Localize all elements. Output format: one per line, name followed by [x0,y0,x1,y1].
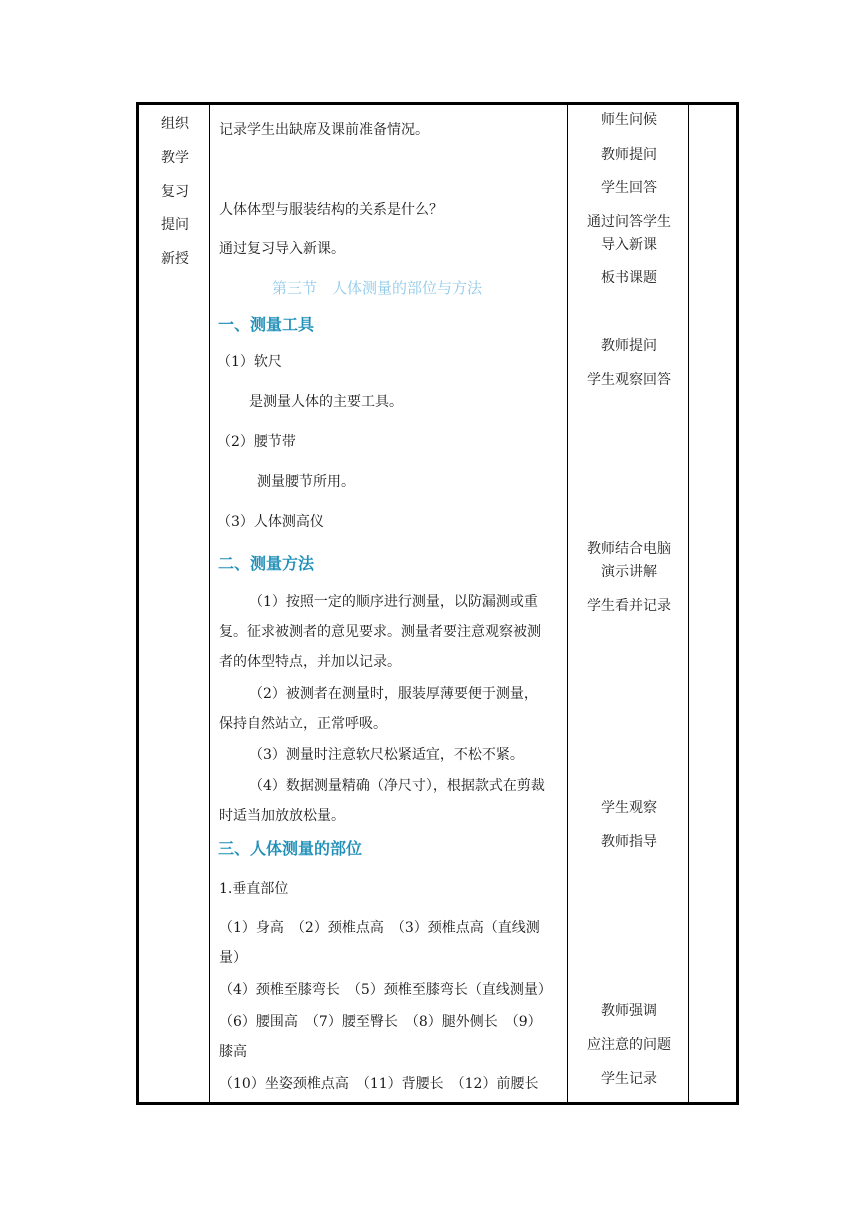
vertical-parts: （6）腰围高 （7）腰至臀长 （8）腿外侧长 （9） [219,1014,542,1030]
activity-note: 应注意的问题 [587,1037,671,1053]
intro-text: 通过复习导入新课。 [219,241,345,257]
vertical-parts: （1）身高 （2）颈椎点高 （3）颈椎点高（直线测 [219,920,540,936]
record-text: 记录学生出缺席及课前准备情况。 [219,122,429,138]
tool-item: （3）人体测高仪 [217,514,324,530]
lesson-plan-table [136,102,739,1105]
method-text: （3）测量时注意软尺松紧适宜，不松不紧。 [249,747,524,763]
heading-methods: 二、测量方法 [218,554,315,573]
activity-note: 教师提问 [601,147,657,163]
method-text: 复。征求被测者的意见要求。测量者要注意观察被测 [219,624,541,640]
activity-note: 学生看并记录 [587,598,671,614]
activity-note: 学生观察回答 [587,372,671,388]
method-text: （4）数据测量精确（净尺寸），根据款式在剪裁 [249,778,545,794]
activity-note: 师生问候 [601,112,657,128]
heading-measurement-parts: 三、人体测量的部位 [218,839,363,858]
method-text: 保持自然站立，正常呼吸。 [219,716,387,732]
activity-note: 教师强调 [601,1003,657,1019]
stage-label: 新授 [161,251,189,267]
method-text: （1）按照一定的顺序进行测量，以防漏测或重 [249,594,538,610]
column-divider-2 [567,105,568,1102]
activity-note: 板书课题 [601,270,657,286]
tool-item: （2）腰节带 [217,434,296,450]
tool-description: 测量腰节所用。 [257,474,355,490]
activity-note: 教师提问 [601,338,657,354]
review-question: 人体体型与服装结构的关系是什么？ [219,202,443,218]
activity-note: 学生观察 [601,800,657,816]
vertical-title: 1.垂直部位 [219,881,289,897]
activity-note: 教师指导 [601,834,657,850]
stage-label: 组织 [161,116,189,132]
heading-tools: 一、测量工具 [218,315,315,334]
method-text: 者的体型特点，并加以记录。 [219,654,401,670]
vertical-parts: （4）颈椎至膝弯长 （5）颈椎至膝弯长（直线测量） [219,982,552,998]
activity-note: 教师结合电脑 演示讲解 [587,541,671,580]
tool-description: 是测量人体的主要工具。 [249,394,403,410]
vertical-parts: （10）坐姿颈椎点高 （11）背腰长 （12）前腰长 [219,1076,539,1092]
tool-item: （1）软尺 [217,354,282,370]
stage-label: 复习 [161,184,189,200]
method-text: 时适当加放放松量。 [219,808,345,824]
activity-note: 通过问答学生 导入新课 [587,214,671,253]
activity-note: 学生回答 [601,180,657,196]
stage-label: 提问 [161,217,189,233]
method-text: （2）被测者在测量时，服装厚薄要便于测量， [249,686,538,702]
section-title: 第三节 人体测量的部位与方法 [272,279,483,297]
stage-label: 教学 [161,150,189,166]
activity-note: 学生记录 [601,1071,657,1087]
vertical-parts: 量） [219,950,247,966]
vertical-parts: 膝高 [219,1044,247,1060]
